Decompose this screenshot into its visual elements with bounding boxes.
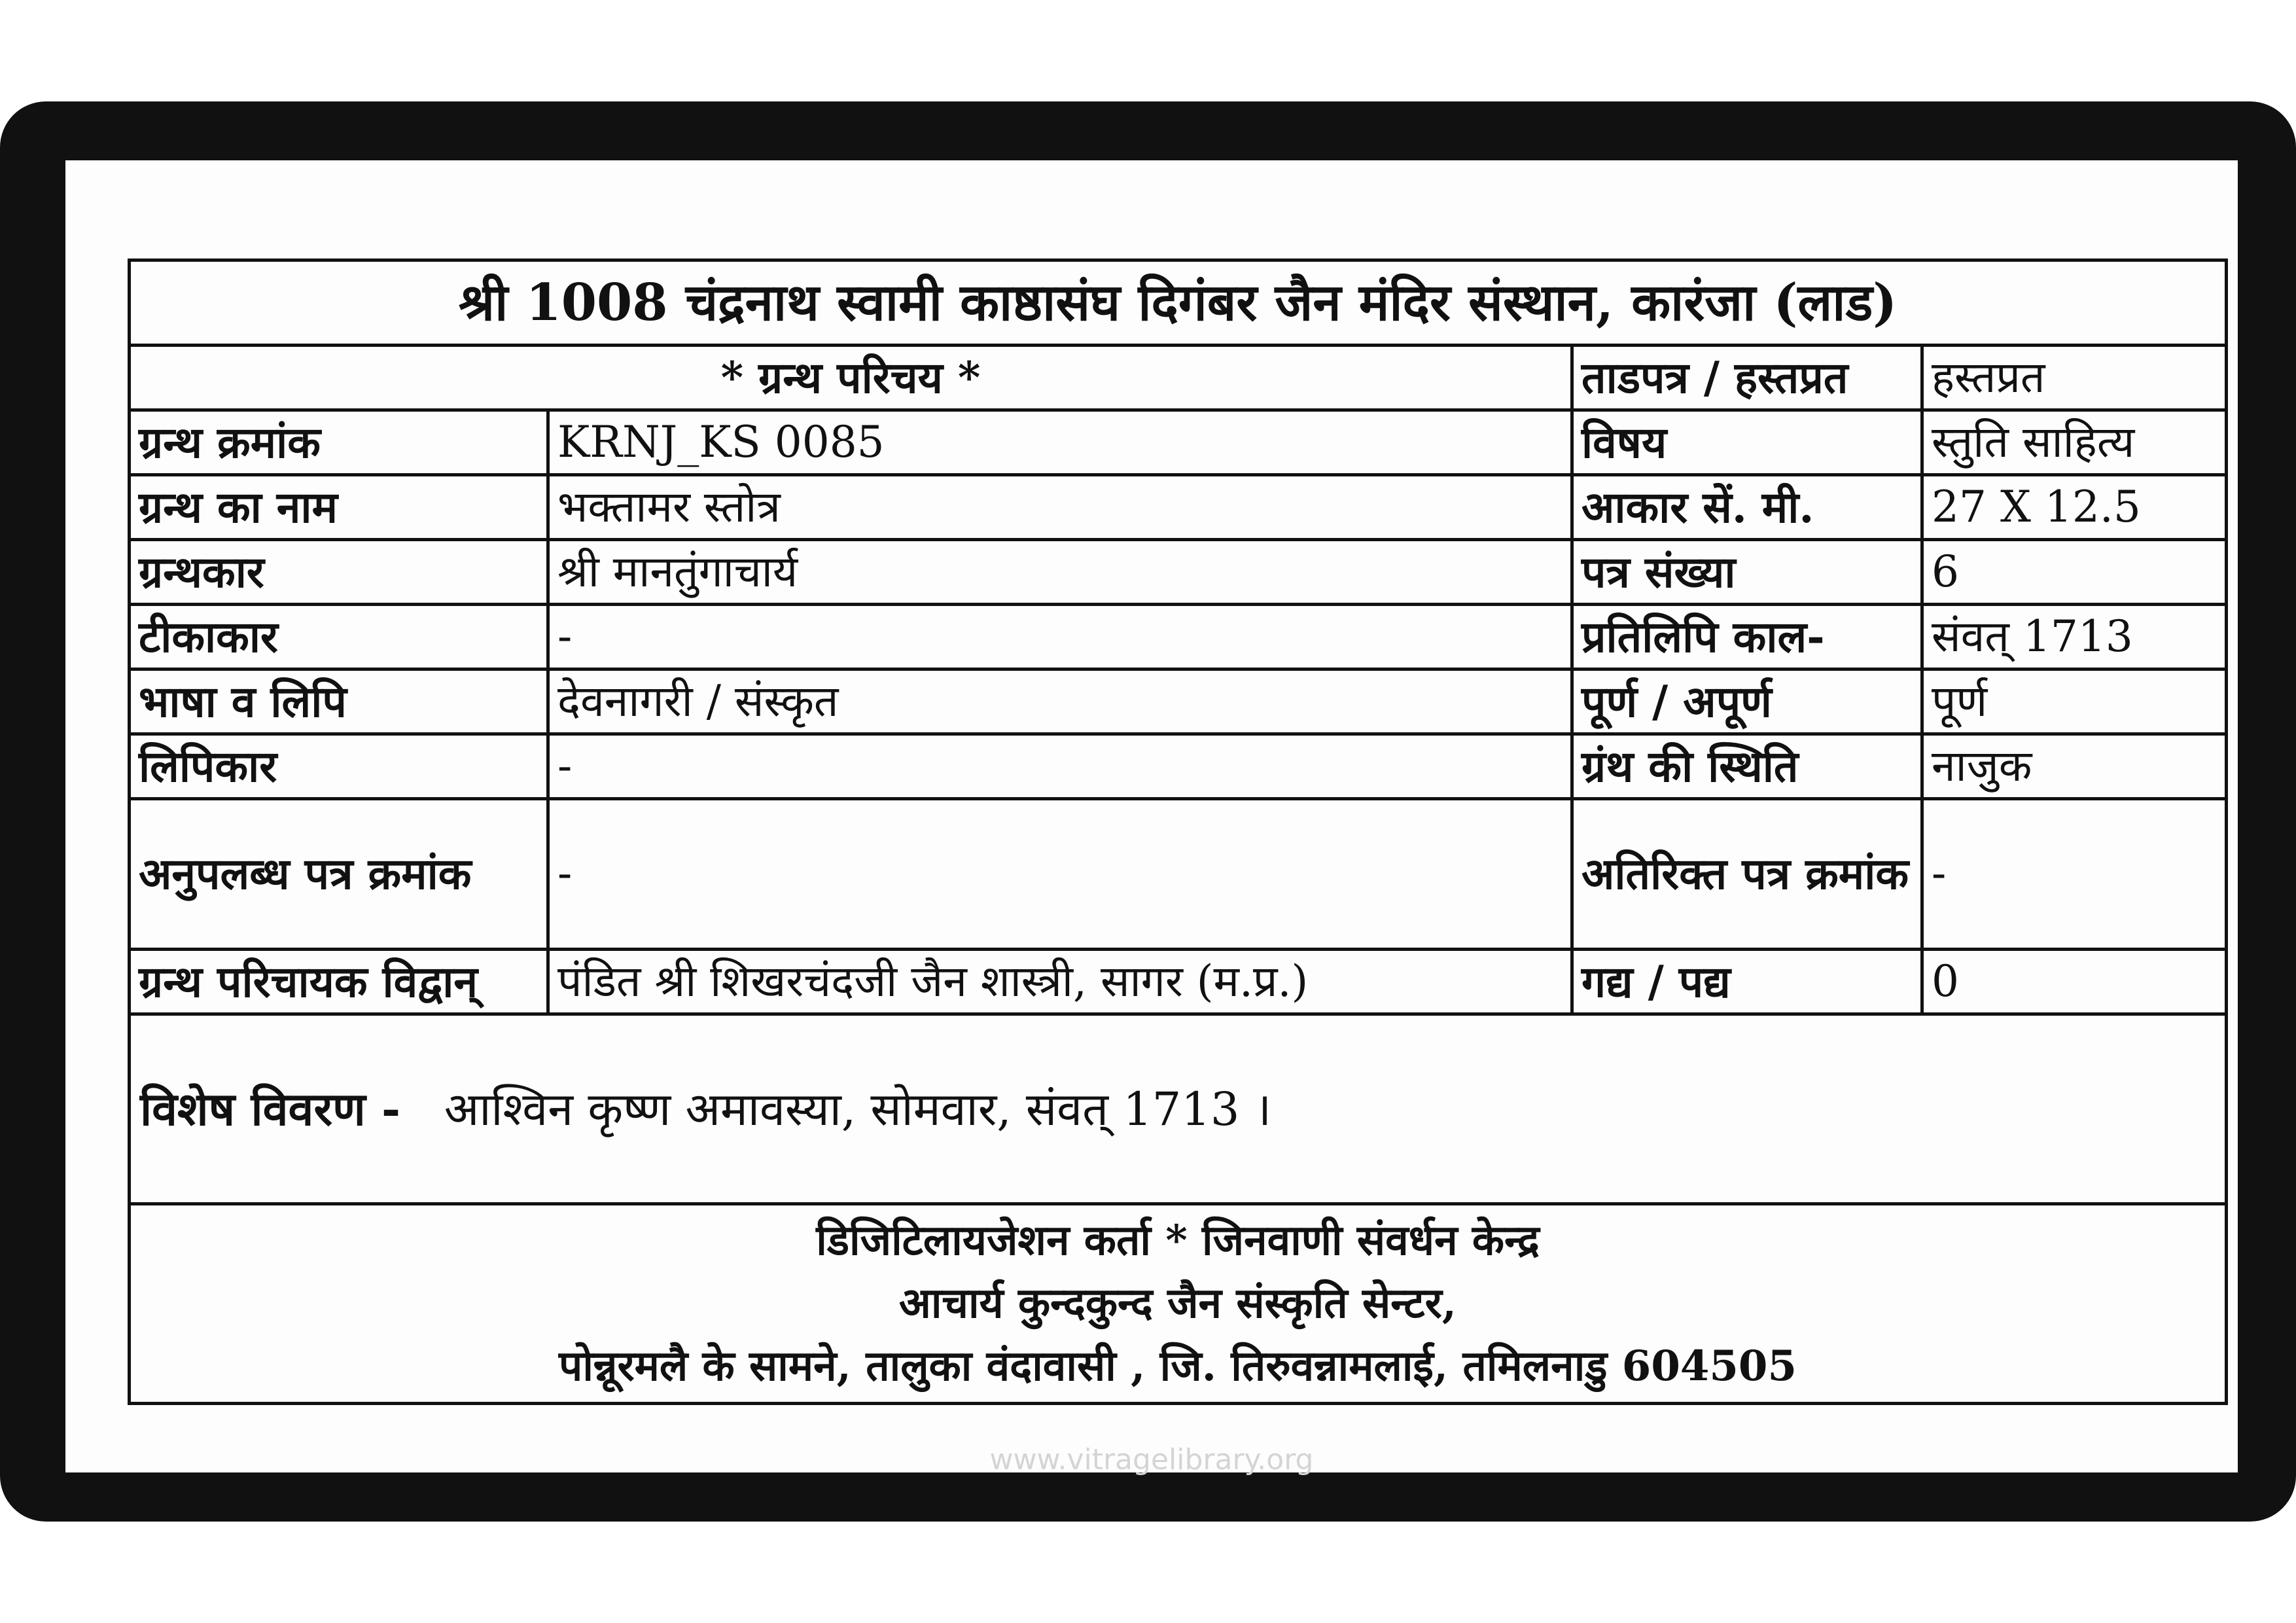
field-label: अनुपलब्ध पत्र क्रमांक bbox=[130, 799, 548, 950]
field-value: नाजुक bbox=[1922, 734, 2227, 799]
field-value: भक्तामर स्तोत्र bbox=[548, 475, 1572, 540]
intro-heading: * ग्रन्थ परिचय * bbox=[130, 346, 1572, 410]
field-label: टीकाकार bbox=[130, 605, 548, 669]
table-row bbox=[130, 669, 2227, 734]
footer-line-3: पोन्नूरमलै के सामने, तालुका वंदावासी , जि. तिरुवन्नामलाई, तमिलनाडु 604505 bbox=[559, 1342, 1797, 1391]
institution-title: श्री 1008 चंद्रनाथ स्वामी काष्ठासंघ दिगंबर जैन मंदिर संस्थान, कारंजा (लाड) bbox=[130, 260, 2227, 346]
field-label: पूर्ण / अपूर्ण bbox=[1572, 669, 1922, 734]
special-notes bbox=[130, 1014, 2227, 1204]
catalog-card bbox=[65, 160, 2238, 1476]
field-label: ग्रन्थकार bbox=[130, 540, 548, 605]
table-row bbox=[130, 605, 2227, 669]
field-label: विषय bbox=[1572, 410, 1922, 475]
field-value: - bbox=[548, 799, 1572, 950]
field-label: ग्रन्थ क्रमांक bbox=[130, 410, 548, 475]
table-row bbox=[130, 950, 2227, 1014]
field-value: 27 X 12.5 bbox=[1922, 475, 2227, 540]
field-label: ग्रन्थ परिचायक विद्वान् bbox=[130, 950, 548, 1014]
field-value: श्री मानतुंगाचार्य bbox=[548, 540, 1572, 605]
field-value: KRNJ_KS 0085 bbox=[548, 410, 1572, 475]
notes-row bbox=[130, 1014, 2227, 1204]
watermark-text: www.vitragelibrary.org bbox=[989, 1443, 1314, 1476]
field-label: ग्रन्थ का नाम bbox=[130, 475, 548, 540]
field-label: प्रतिलिपि काल- bbox=[1572, 605, 1922, 669]
intro-row bbox=[130, 346, 2227, 410]
notes-label: विशेष विवरण - bbox=[140, 1081, 401, 1136]
field-label: गद्य / पद्य bbox=[1572, 950, 1922, 1014]
manuscript-info-table bbox=[128, 259, 2228, 1405]
table-row bbox=[130, 475, 2227, 540]
footer-row bbox=[130, 1204, 2227, 1404]
field-value: स्तुति साहित्य bbox=[1922, 410, 2227, 475]
field-label: भाषा व लिपि bbox=[130, 669, 548, 734]
digitization-credit bbox=[130, 1204, 2227, 1404]
field-label: लिपिकार bbox=[130, 734, 548, 799]
field-label: पत्र संख्या bbox=[1572, 540, 1922, 605]
type-value: हस्तप्रत bbox=[1922, 346, 2227, 410]
field-value: पूर्ण bbox=[1922, 669, 2227, 734]
table-row bbox=[130, 410, 2227, 475]
field-value: 6 bbox=[1922, 540, 2227, 605]
footer-line-2: आचार्य कुन्दकुन्द जैन संस्कृति सेन्टर, bbox=[898, 1279, 1457, 1328]
notes-text: आश्विन कृष्ण अमावस्या, सोमवार, संवत् 1713 । bbox=[444, 1082, 1272, 1136]
title-row bbox=[130, 260, 2227, 346]
field-value: - bbox=[1922, 799, 2227, 950]
field-value: - bbox=[548, 734, 1572, 799]
field-label: ग्रंथ की स्थिति bbox=[1572, 734, 1922, 799]
field-value: - bbox=[548, 605, 1572, 669]
field-value: पंडित श्री शिखरचंदजी जैन शास्त्री, सागर (म.प्र.) bbox=[548, 950, 1572, 1014]
field-label: अतिरिक्त पत्र क्रमांक bbox=[1572, 799, 1922, 950]
table-row bbox=[130, 540, 2227, 605]
table-row bbox=[130, 734, 2227, 799]
type-label: ताडपत्र / हस्तप्रत bbox=[1572, 346, 1922, 410]
field-label: आकार सें. मी. bbox=[1572, 475, 1922, 540]
table-row bbox=[130, 799, 2227, 950]
footer-line-1: डिजिटिलायजेशन कर्ता * जिनवाणी संवर्धन केन्द्र bbox=[816, 1216, 1540, 1265]
field-value: देवनागरी / संस्कृत bbox=[548, 669, 1572, 734]
field-value: 0 bbox=[1922, 950, 2227, 1014]
field-value: संवत् 1713 bbox=[1922, 605, 2227, 669]
